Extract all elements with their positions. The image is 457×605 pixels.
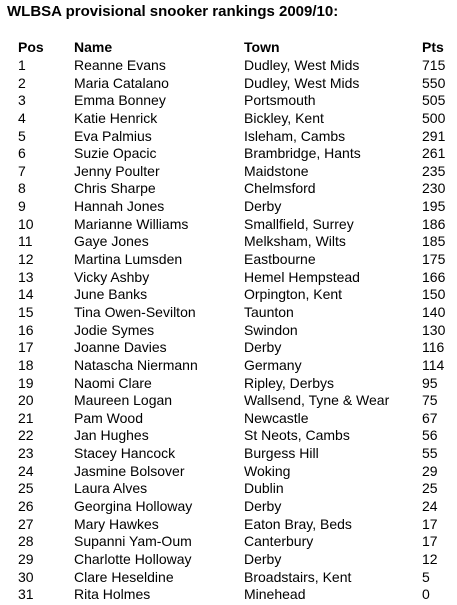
table-row bbox=[0, 180, 457, 198]
points-cell: 17 bbox=[422, 515, 438, 532]
player-name-cell: Katie Henrick bbox=[74, 109, 158, 126]
rank-cell: 2 bbox=[18, 74, 26, 91]
rank-cell: 4 bbox=[18, 109, 26, 126]
points-cell: 550 bbox=[422, 74, 446, 91]
points-cell: 235 bbox=[422, 162, 446, 179]
town-cell: Newcastle bbox=[244, 409, 309, 426]
table-row bbox=[0, 322, 457, 340]
points-cell: 25 bbox=[422, 480, 438, 497]
table-row bbox=[0, 269, 457, 287]
table-row bbox=[0, 216, 457, 234]
town-cell: Isleham, Cambs bbox=[244, 127, 346, 144]
table-row bbox=[0, 498, 457, 516]
town-cell: Derby bbox=[244, 550, 282, 567]
rank-cell: 30 bbox=[18, 568, 34, 585]
rank-cell: 11 bbox=[18, 233, 33, 250]
table-row bbox=[0, 163, 457, 181]
table-row bbox=[0, 516, 457, 534]
player-name-cell: Emma Bonney bbox=[74, 92, 166, 109]
table-body bbox=[0, 57, 457, 604]
rank-cell: 19 bbox=[18, 374, 34, 391]
town-cell: Dublin bbox=[244, 480, 284, 497]
points-cell: 116 bbox=[422, 339, 445, 356]
town-cell: Ripley, Derbys bbox=[244, 374, 334, 391]
table-row bbox=[0, 375, 457, 393]
town-cell: Eaton Bray, Beds bbox=[244, 515, 352, 532]
rank-cell: 18 bbox=[18, 356, 34, 373]
rank-cell: 21 bbox=[18, 409, 34, 426]
points-cell: 186 bbox=[422, 215, 446, 232]
points-cell: 0 bbox=[422, 586, 430, 603]
player-name-cell: Maureen Logan bbox=[74, 392, 173, 409]
points-cell: 291 bbox=[422, 127, 446, 144]
table-row bbox=[0, 233, 457, 251]
town-cell: Dudley, West Mids bbox=[244, 57, 360, 73]
table-row bbox=[0, 145, 457, 163]
town-cell: Derby bbox=[244, 339, 282, 356]
rank-cell: 31 bbox=[18, 586, 34, 603]
town-cell: Orpington, Kent bbox=[244, 286, 343, 303]
player-name-cell: Stacey Hancock bbox=[74, 445, 176, 462]
rank-cell: 25 bbox=[18, 480, 34, 497]
table-row bbox=[0, 110, 457, 128]
town-cell: Hemel Hempstead bbox=[244, 268, 360, 285]
rank-cell: 22 bbox=[18, 427, 34, 444]
column-header-name: Name bbox=[74, 39, 113, 55]
rank-cell: 23 bbox=[18, 445, 34, 462]
points-cell: 715 bbox=[422, 57, 446, 73]
column-header-town: Town bbox=[244, 39, 280, 55]
town-cell: Dudley, West Mids bbox=[244, 74, 360, 91]
player-name-cell: June Banks bbox=[74, 286, 148, 303]
points-cell: 67 bbox=[422, 409, 438, 426]
table-row bbox=[0, 586, 457, 604]
points-cell: 261 bbox=[422, 145, 446, 162]
rank-cell: 17 bbox=[18, 339, 34, 356]
table-row bbox=[0, 533, 457, 551]
table-row bbox=[0, 304, 457, 322]
rank-cell: 10 bbox=[18, 215, 34, 232]
town-cell: Woking bbox=[244, 462, 291, 479]
player-name-cell: Eva Palmius bbox=[74, 127, 152, 144]
rank-cell: 13 bbox=[18, 268, 34, 285]
player-name-cell: Suzie Opacic bbox=[74, 145, 157, 162]
player-name-cell: Tina Owen-Sevilton bbox=[74, 303, 196, 320]
table-row bbox=[0, 128, 457, 146]
player-name-cell: Georgina Holloway bbox=[74, 498, 193, 515]
player-name-cell: Supanni Yam-Oum bbox=[74, 533, 192, 550]
points-cell: 29 bbox=[422, 462, 438, 479]
points-cell: 195 bbox=[422, 198, 446, 215]
points-cell: 185 bbox=[422, 233, 446, 250]
player-name-cell: Clare Heseldine bbox=[74, 568, 174, 585]
points-cell: 95 bbox=[422, 374, 438, 391]
points-cell: 166 bbox=[422, 268, 446, 285]
rank-cell: 15 bbox=[18, 303, 34, 320]
player-name-cell: Maria Catalano bbox=[74, 74, 169, 91]
points-cell: 230 bbox=[422, 180, 446, 197]
town-cell: St Neots, Cambs bbox=[244, 427, 350, 444]
points-cell: 5 bbox=[422, 568, 430, 585]
points-cell: 114 bbox=[422, 356, 445, 373]
table-header-row bbox=[0, 38, 457, 57]
player-name-cell: Jasmine Bolsover bbox=[74, 462, 185, 479]
table-row bbox=[0, 392, 457, 410]
player-name-cell: Laura Alves bbox=[74, 480, 148, 497]
rank-cell: 28 bbox=[18, 533, 34, 550]
rank-cell: 6 bbox=[18, 145, 26, 162]
town-cell: Canterbury bbox=[244, 533, 314, 550]
points-cell: 140 bbox=[422, 303, 446, 320]
table-row bbox=[0, 463, 457, 481]
player-name-cell: Marianne Williams bbox=[74, 215, 189, 232]
table-row bbox=[0, 198, 457, 216]
rank-cell: 8 bbox=[18, 180, 26, 197]
town-cell: Wallsend, Tyne & Wear bbox=[244, 392, 390, 409]
rank-cell: 26 bbox=[18, 498, 34, 515]
table-row bbox=[0, 357, 457, 375]
rank-cell: 12 bbox=[18, 251, 34, 268]
rank-cell: 1 bbox=[18, 57, 26, 73]
table-row bbox=[0, 286, 457, 304]
town-cell: Brambridge, Hants bbox=[244, 145, 361, 162]
town-cell: Bickley, Kent bbox=[244, 109, 324, 126]
points-cell: 56 bbox=[422, 427, 438, 444]
town-cell: Melksham, Wilts bbox=[244, 233, 346, 250]
town-cell: Derby bbox=[244, 198, 282, 215]
rank-cell: 14 bbox=[18, 286, 34, 303]
points-cell: 130 bbox=[422, 321, 446, 338]
rank-cell: 20 bbox=[18, 392, 34, 409]
player-name-cell: Joanne Davies bbox=[74, 339, 167, 356]
points-cell: 55 bbox=[422, 445, 438, 462]
points-cell: 75 bbox=[422, 392, 438, 409]
player-name-cell: Jodie Symes bbox=[74, 321, 155, 338]
points-cell: 500 bbox=[422, 109, 446, 126]
table-row bbox=[0, 75, 457, 93]
player-name-cell: Jenny Poulter bbox=[74, 162, 160, 179]
points-cell: 17 bbox=[422, 533, 438, 550]
player-name-cell: Naomi Clare bbox=[74, 374, 152, 391]
town-cell: Swindon bbox=[244, 321, 298, 338]
table-row bbox=[0, 551, 457, 569]
table-row bbox=[0, 480, 457, 498]
table-row bbox=[0, 427, 457, 445]
player-name-cell: Martina Lumsden bbox=[74, 251, 183, 268]
rankings-table bbox=[0, 38, 457, 604]
player-name-cell: Charlotte Holloway bbox=[74, 550, 192, 567]
points-cell: 150 bbox=[422, 286, 446, 303]
player-name-cell: Rita Holmes bbox=[74, 586, 151, 603]
town-cell: Maidstone bbox=[244, 162, 309, 179]
table-row bbox=[0, 251, 457, 269]
rank-cell: 9 bbox=[18, 198, 26, 215]
town-cell: Eastbourne bbox=[244, 251, 316, 268]
town-cell: Germany bbox=[244, 356, 302, 373]
points-cell: 24 bbox=[422, 498, 438, 515]
rank-cell: 3 bbox=[18, 92, 26, 109]
rank-cell: 27 bbox=[18, 515, 34, 532]
page-title: WLBSA provisional snooker rankings 2009/10: bbox=[7, 3, 339, 20]
player-name-cell: Jan Hughes bbox=[74, 427, 149, 444]
player-name-cell: Reanne Evans bbox=[74, 57, 166, 73]
rank-cell: 7 bbox=[18, 162, 26, 179]
player-name-cell: Mary Hawkes bbox=[74, 515, 159, 532]
town-cell: Broadstairs, Kent bbox=[244, 568, 352, 585]
table-row bbox=[0, 410, 457, 428]
table-row bbox=[0, 569, 457, 587]
town-cell: Burgess Hill bbox=[244, 445, 319, 462]
town-cell: Derby bbox=[244, 498, 282, 515]
column-header-pts: Pts bbox=[422, 39, 444, 55]
town-cell: Smallfield, Surrey bbox=[244, 215, 354, 232]
table-row bbox=[0, 92, 457, 110]
town-cell: Minehead bbox=[244, 586, 306, 603]
table-row bbox=[0, 339, 457, 357]
player-name-cell: Chris Sharpe bbox=[74, 180, 156, 197]
table-row bbox=[0, 445, 457, 463]
player-name-cell: Natascha Niermann bbox=[74, 356, 198, 373]
points-cell: 12 bbox=[422, 550, 438, 567]
town-cell: Portsmouth bbox=[244, 92, 316, 109]
rank-cell: 24 bbox=[18, 462, 34, 479]
player-name-cell: Vicky Ashby bbox=[74, 268, 150, 285]
player-name-cell: Hannah Jones bbox=[74, 198, 165, 215]
town-cell: Chelmsford bbox=[244, 180, 316, 197]
player-name-cell: Pam Wood bbox=[74, 409, 143, 426]
points-cell: 505 bbox=[422, 92, 446, 109]
rank-cell: 16 bbox=[18, 321, 34, 338]
rank-cell: 5 bbox=[18, 127, 26, 144]
rank-cell: 29 bbox=[18, 550, 34, 567]
player-name-cell: Gaye Jones bbox=[74, 233, 149, 250]
column-header-pos: Pos bbox=[18, 39, 44, 55]
town-cell: Taunton bbox=[244, 303, 294, 320]
points-cell: 175 bbox=[422, 251, 446, 268]
table-row bbox=[0, 57, 457, 75]
